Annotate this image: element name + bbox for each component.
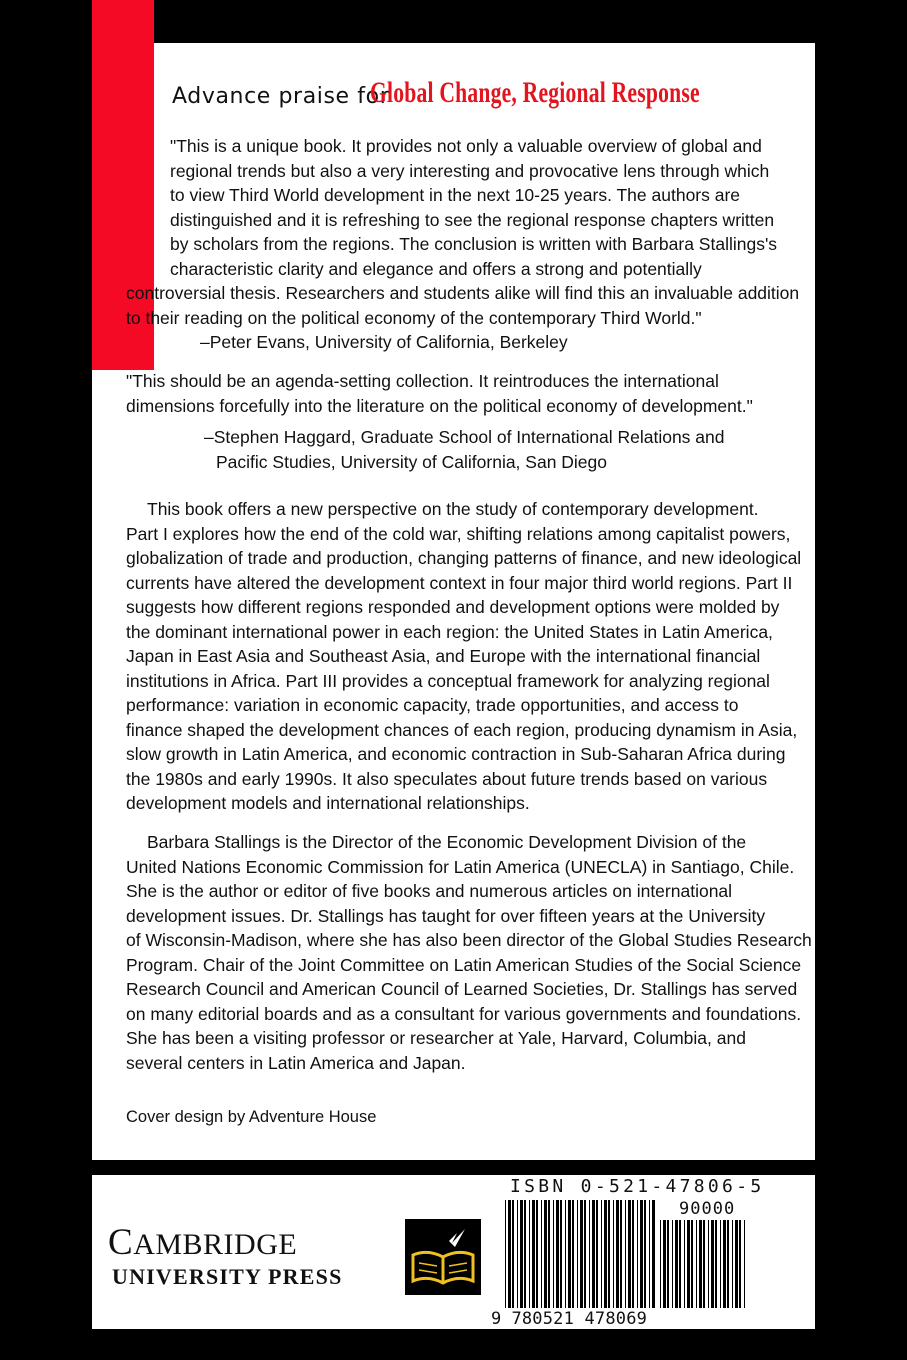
quote-line: to their reading on the political economy of the contemporary Third World." (126, 307, 702, 328)
barcode-bar (640, 1200, 643, 1308)
description-line: institutions in Africa. Part III provides a conceptual framework for analyzing regional (126, 670, 770, 691)
barcode-bar (708, 1220, 709, 1308)
quote-line: controversial thesis. Researchers and students alike will find this an invaluable addition (126, 283, 800, 303)
description-line: performance: variation in economic capacity, trade opportunities, and access to (126, 695, 739, 715)
quote-line: regional trends but also a very interesting and provocative lens through which (170, 160, 770, 181)
description-line: globalization of trade and production, changing patterns of finance, and new ideological (126, 548, 802, 568)
quote-line: distinguished and it is refreshing to see the regional response chapters written (170, 209, 775, 230)
barcode-bar (541, 1200, 542, 1308)
barcode-bar (720, 1220, 721, 1308)
bio-line: Research Council and American Council of Learned Societies, Dr. Stallings has served (126, 979, 798, 999)
description-line: development models and international relationships. (126, 793, 530, 813)
ean-number: 780521 478069 (511, 1309, 648, 1329)
bio-line: Barbara Stallings is the Director of the Economic Development Division of the (147, 832, 747, 852)
barcode-bar (589, 1200, 590, 1308)
description-line: the 1980s and early 1990s. It also speculates about future trends based on various (126, 768, 768, 789)
barcode-bar (649, 1200, 650, 1308)
quote-line: to view Third World development in the next 10-25 years. The authors are (170, 185, 741, 205)
attribution-line: Pacific Studies, University of California, San Diego (216, 451, 608, 472)
quote-line: characteristic clarity and elegance and offers a strong and potentially (170, 258, 702, 279)
barcode-bar (524, 1200, 526, 1308)
barcode-bar (644, 1200, 646, 1308)
bio-line: of Wisconsin-Madison, where she has also been director of the Global Studies Research (126, 930, 812, 950)
cover-credit: Cover design by Adventure House (126, 1108, 377, 1126)
barcode-bar (529, 1200, 530, 1308)
quote-attribution (204, 425, 725, 474)
barcode-bar (732, 1220, 733, 1308)
price-code: 90000 (679, 1199, 736, 1219)
bio-line: She is the author or editor of five books and numerous articles on international (126, 881, 733, 901)
description-line: the dominant international power in each region: the United States in Latin America, (126, 621, 773, 642)
bio-line: on many editorial boards and as a consultant for various governments and foundations. (126, 1003, 802, 1024)
barcode-bar (660, 1220, 661, 1308)
barcode-bar (628, 1200, 631, 1308)
barcode-bar (520, 1200, 523, 1308)
description-line: Part I explores how the end of the cold war, shifting relations among capitalist powers, (126, 523, 791, 544)
barcode-bar (652, 1200, 655, 1308)
barcode-bar (632, 1200, 634, 1308)
bio-line: several centers in Latin America and Japan. (126, 1052, 466, 1073)
description-line: finance shaped the development chances of each region, producing dynamism in Asia, (126, 719, 798, 740)
book-description (126, 497, 801, 816)
description-line: slow growth in Latin America, and economic contraction in Sub-Saharan Africa during (126, 744, 786, 764)
quote-line: dimensions forcefully into the literature on the political economy of development." (126, 395, 753, 416)
advance-praise-label: Advance praise for (172, 84, 390, 109)
quote-haggard (126, 369, 753, 418)
barcode-bar (675, 1220, 678, 1308)
barcode-bar (577, 1200, 578, 1308)
barcode-bar (532, 1200, 535, 1308)
barcode-bar (592, 1200, 595, 1308)
barcode-bar (512, 1200, 514, 1308)
barcode-bar (637, 1200, 638, 1308)
barcode-bar (556, 1200, 559, 1308)
bio-line: development issues. Dr. Stallings has taught for over fifteen years at the University (126, 905, 766, 926)
barcode-bar (560, 1200, 562, 1308)
description-line: This book offers a new perspective on the study of contemporary development. (147, 499, 759, 519)
barcode-bar (687, 1220, 690, 1308)
isbn-label: ISBN 0-521-47806-5 (510, 1176, 765, 1197)
barcode-bar (508, 1200, 511, 1308)
barcode-bar (580, 1200, 583, 1308)
barcode-bar (505, 1200, 506, 1308)
description-line: currents have altered the development context in four major third world regions. Part II (126, 572, 793, 593)
ean-prefix: 9 (491, 1309, 502, 1329)
barcode-bar (667, 1220, 669, 1308)
barcode-bar (715, 1220, 717, 1308)
barcode-bar (679, 1220, 681, 1308)
barcode-bar (684, 1220, 685, 1308)
barcode-bar (536, 1200, 538, 1308)
book-title: Global Change, Regional Response (370, 76, 700, 109)
bio-line: United Nations Economic Commission for Latin America (UNECLA) in Santiago, Chile. (126, 856, 795, 877)
barcode-bar (568, 1200, 571, 1308)
author-bio (126, 830, 812, 1075)
description-line: Japan in East Asia and Southeast Asia, and Europe with the international financial (126, 646, 761, 666)
barcode-bar (696, 1220, 697, 1308)
barcode-bar (565, 1200, 566, 1308)
publisher-name (108, 1223, 297, 1265)
quote-line: by scholars from the regions. The conclusion is written with Barbara Stallings's (170, 234, 778, 254)
publisher-name-rest: AMBRIDGE (133, 1228, 298, 1261)
quote-line: "This should be an agenda-setting collection. It reintroduces the international (126, 371, 719, 391)
barcode-bar (613, 1200, 614, 1308)
barcode-bar (553, 1200, 554, 1308)
quote-line: "This is a unique book. It provides not only a valuable overview of global and (170, 136, 762, 156)
barcode-bar (601, 1200, 602, 1308)
open-book-lightning-icon (405, 1219, 481, 1295)
quote-attribution: –Peter Evans, University of California, Berkeley (200, 332, 568, 352)
barcode-bar (735, 1220, 738, 1308)
attribution-line: –Stephen Haggard, Graduate School of International Relations and (204, 427, 725, 447)
quote-evans (126, 134, 800, 330)
barcode-bar (517, 1200, 518, 1308)
barcode-bar (691, 1220, 693, 1308)
bio-line: Program. Chair of the Joint Committee on Latin American Studies of the Social Science (126, 954, 802, 975)
barcode-bar (727, 1220, 729, 1308)
barcode-bar (604, 1200, 607, 1308)
barcode-bar (672, 1220, 673, 1308)
barcode-bar (620, 1200, 622, 1308)
publisher-subline: UNIVERSITY PRESS (112, 1264, 343, 1289)
barcode-bar (723, 1220, 726, 1308)
barcode-bar (744, 1220, 745, 1308)
barcode-bar (544, 1200, 547, 1308)
barcode (505, 1200, 655, 1308)
barcode-bar (703, 1220, 705, 1308)
barcode-bar (711, 1220, 714, 1308)
barcode-bar (616, 1200, 619, 1308)
barcode-bar (572, 1200, 574, 1308)
publisher-initial: C (108, 1222, 134, 1263)
barcode-bar (548, 1200, 550, 1308)
bio-line: She has been a visiting professor or researcher at Yale, Harvard, Columbia, and (126, 1028, 746, 1048)
barcode-bar (596, 1200, 598, 1308)
barcode-addon (660, 1220, 746, 1308)
barcode-bar (625, 1200, 626, 1308)
barcode-bar (739, 1220, 741, 1308)
description-line: suggests how different regions responded and development options were molded by (126, 597, 780, 617)
barcode-bar (608, 1200, 610, 1308)
ean-digits (491, 1309, 647, 1329)
barcode-bar (699, 1220, 702, 1308)
barcode-bar (663, 1220, 666, 1308)
barcode-bar (584, 1200, 586, 1308)
